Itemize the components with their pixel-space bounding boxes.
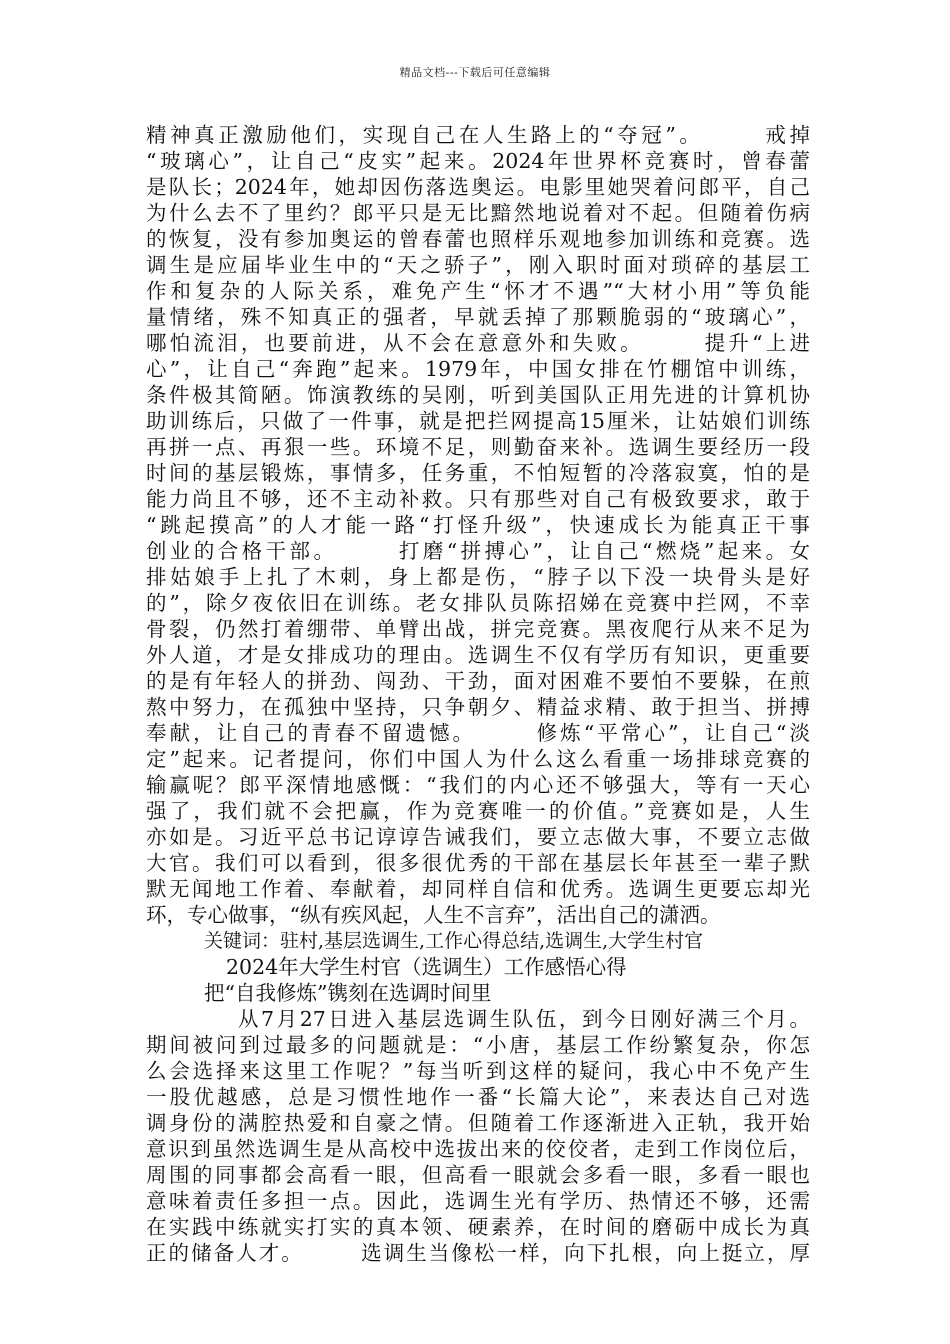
article-title: 2024年大学生村官（选调生）工作感悟心得 — [226, 955, 627, 979]
text-line: “玻璃心”，让自己“皮实”起来。2024年世界杯竞赛时，曾春蕾 — [146, 149, 810, 173]
text-line: 再拼一点、再狠一些。环境不足，则勤奋来补。选调生要经历一段 — [146, 435, 810, 459]
document-body — [146, 122, 810, 1266]
text-line: 能力尚且不够，还不主动补救。只有那些对自己有极致要求，敢于 — [146, 487, 810, 511]
text-line: 意味着责任多担一点。因此，选调生光有学历、热情还不够，还需 — [146, 1189, 810, 1213]
text-line: 大官。我们可以看到，很多很优秀的干部在基层长年甚至一辈子默 — [146, 851, 810, 875]
text-line: 量情绪，殊不知真正的强者，早就丢掉了那颗脆弱的“玻璃心”， — [146, 305, 810, 329]
text-line: 在实践中练就实打实的真本领、硬素养，在时间的磨砺中成长为真 — [146, 1215, 810, 1239]
text-line: 输赢呢？郎平深情地感慨：“我们的内心还不够强大，等有一天心 — [146, 773, 810, 797]
text-line: 精神真正激励他们，实现自己在人生路上的“夺冠”。 戒掉 — [146, 123, 810, 147]
text-line: 的恢复，没有参加奥运的曾春蕾也照样乐观地参加训练和竞赛。选 — [146, 227, 810, 251]
text-line: 强了，我们就不会把赢，作为竞赛唯一的价值。”竞赛如是，人生 — [146, 799, 810, 823]
text-line: 条件极其简陋。饰演教练的吴刚，听到美国队正用先进的计算机协 — [146, 383, 810, 407]
text-line: 调生是应届毕业生中的“天之骄子”，刚入职时面对琐碎的基层工 — [146, 253, 810, 277]
text-line: 时间的基层锻炼，事情多，任务重，不怕短暂的冷落寂寞，怕的是 — [146, 461, 810, 485]
text-line: “跳起摸高”的人才能一路“打怪升级”，快速成长为能真正干事 — [146, 513, 810, 537]
text-line: 默无闻地工作着、奉献着，却同样自信和优秀。选调生更要忘却光 — [146, 877, 810, 901]
text-line: 排姑娘手上扎了木刺，身上都是伤，“脖子以下没一块骨头是好 — [146, 565, 810, 589]
article-subtitle: 把“自我修炼”镌刻在选调时间里 — [204, 981, 492, 1005]
article-paragraphs — [146, 1006, 810, 1266]
text-line: 助训练后，只做了一件事，就是把拦网提高15厘米，让姑娘们训练 — [146, 409, 810, 433]
keywords-line: 关键词：驻村,基层选调生,工作心得总结,选调生,大学生村官 — [204, 930, 704, 952]
text-line: 是队长；2024年，她却因伤落选奥运。电影里她哭着问郎平，自己 — [146, 175, 810, 199]
text-line: 亦如是。习近平总书记谆谆告诫我们，要立志做大事，不要立志做 — [146, 825, 810, 849]
body-paragraphs — [146, 122, 810, 928]
text-line: 为什么去不了里约？郎平只是无比黯然地说着对不起。但随着伤病 — [146, 201, 810, 225]
document-header: 精品文档---下载后可任意编辑 — [399, 66, 551, 79]
text-line: 骨裂，仍然打着绷带、单臂出战，拼完竞赛。黑夜爬行从来不足为 — [146, 617, 810, 641]
text-line: 期间被问到过最多的问题就是：“小唐，基层工作纷繁复杂，你怎 — [146, 1033, 810, 1057]
text-line: 哪怕流泪，也要前进，从不会在意意外和失败。 提升“上进 — [146, 331, 810, 355]
text-line: 从7月27日进入基层选调生队伍，到今日刚好满三个月。 — [238, 1007, 810, 1031]
text-line: 奉献，让自己的青春不留遗憾。 修炼“平常心”，让自己“淡 — [146, 721, 810, 745]
text-line: 作和复杂的人际关系，难免产生“怀才不遇”“大材小用”等负能 — [146, 279, 810, 303]
text-line: 外人道，才是女排成功的理由。选调生不仅有学历有知识，更重要 — [146, 643, 810, 667]
text-line: 环，专心做事，“纵有疾风起，人生不言弃”，活出自己的潇洒。 — [146, 903, 721, 927]
text-line: 心”，让自己“奔跑”起来。1979年，中国女排在竹棚馆中训练， — [146, 357, 810, 381]
text-line: 正的储备人才。 选调生当像松一样，向下扎根，向上挺立，厚 — [146, 1241, 810, 1265]
text-line: 的是有年轻人的拼劲、闯劲、干劲，面对困难不要怕不要躲，在煎 — [146, 669, 810, 693]
text-line: 周围的同事都会高看一眼，但高看一眼就会多看一眼，多看一眼也 — [146, 1163, 810, 1187]
text-line: 调身份的满腔热爱和自豪之情。但随着工作逐渐进入正轨，我开始 — [146, 1111, 810, 1135]
text-line: 定”起来。记者提问，你们中国人为什么这么看重一场排球竞赛的 — [146, 747, 810, 771]
text-line: 意识到虽然选调生是从高校中选拔出来的佼佼者，走到工作岗位后， — [146, 1137, 810, 1161]
text-line: 么会选择来这里工作呢？”每当听到这样的疑问，我心中不免产生 — [146, 1059, 810, 1083]
text-line: 一股优越感，总是习惯性地作一番“长篇大论”，来表达自己对选 — [146, 1085, 810, 1109]
text-line: 的”，除夕夜依旧在训练。老女排队员陈招娣在竞赛中拦网，不幸 — [146, 591, 810, 615]
text-line: 创业的合格干部。 打磨“拼搏心”，让自己“燃烧”起来。女 — [146, 539, 810, 563]
text-line: 熬中努力，在孤独中坚持，只争朝夕、精益求精、敢于担当、拼搏 — [146, 695, 810, 719]
